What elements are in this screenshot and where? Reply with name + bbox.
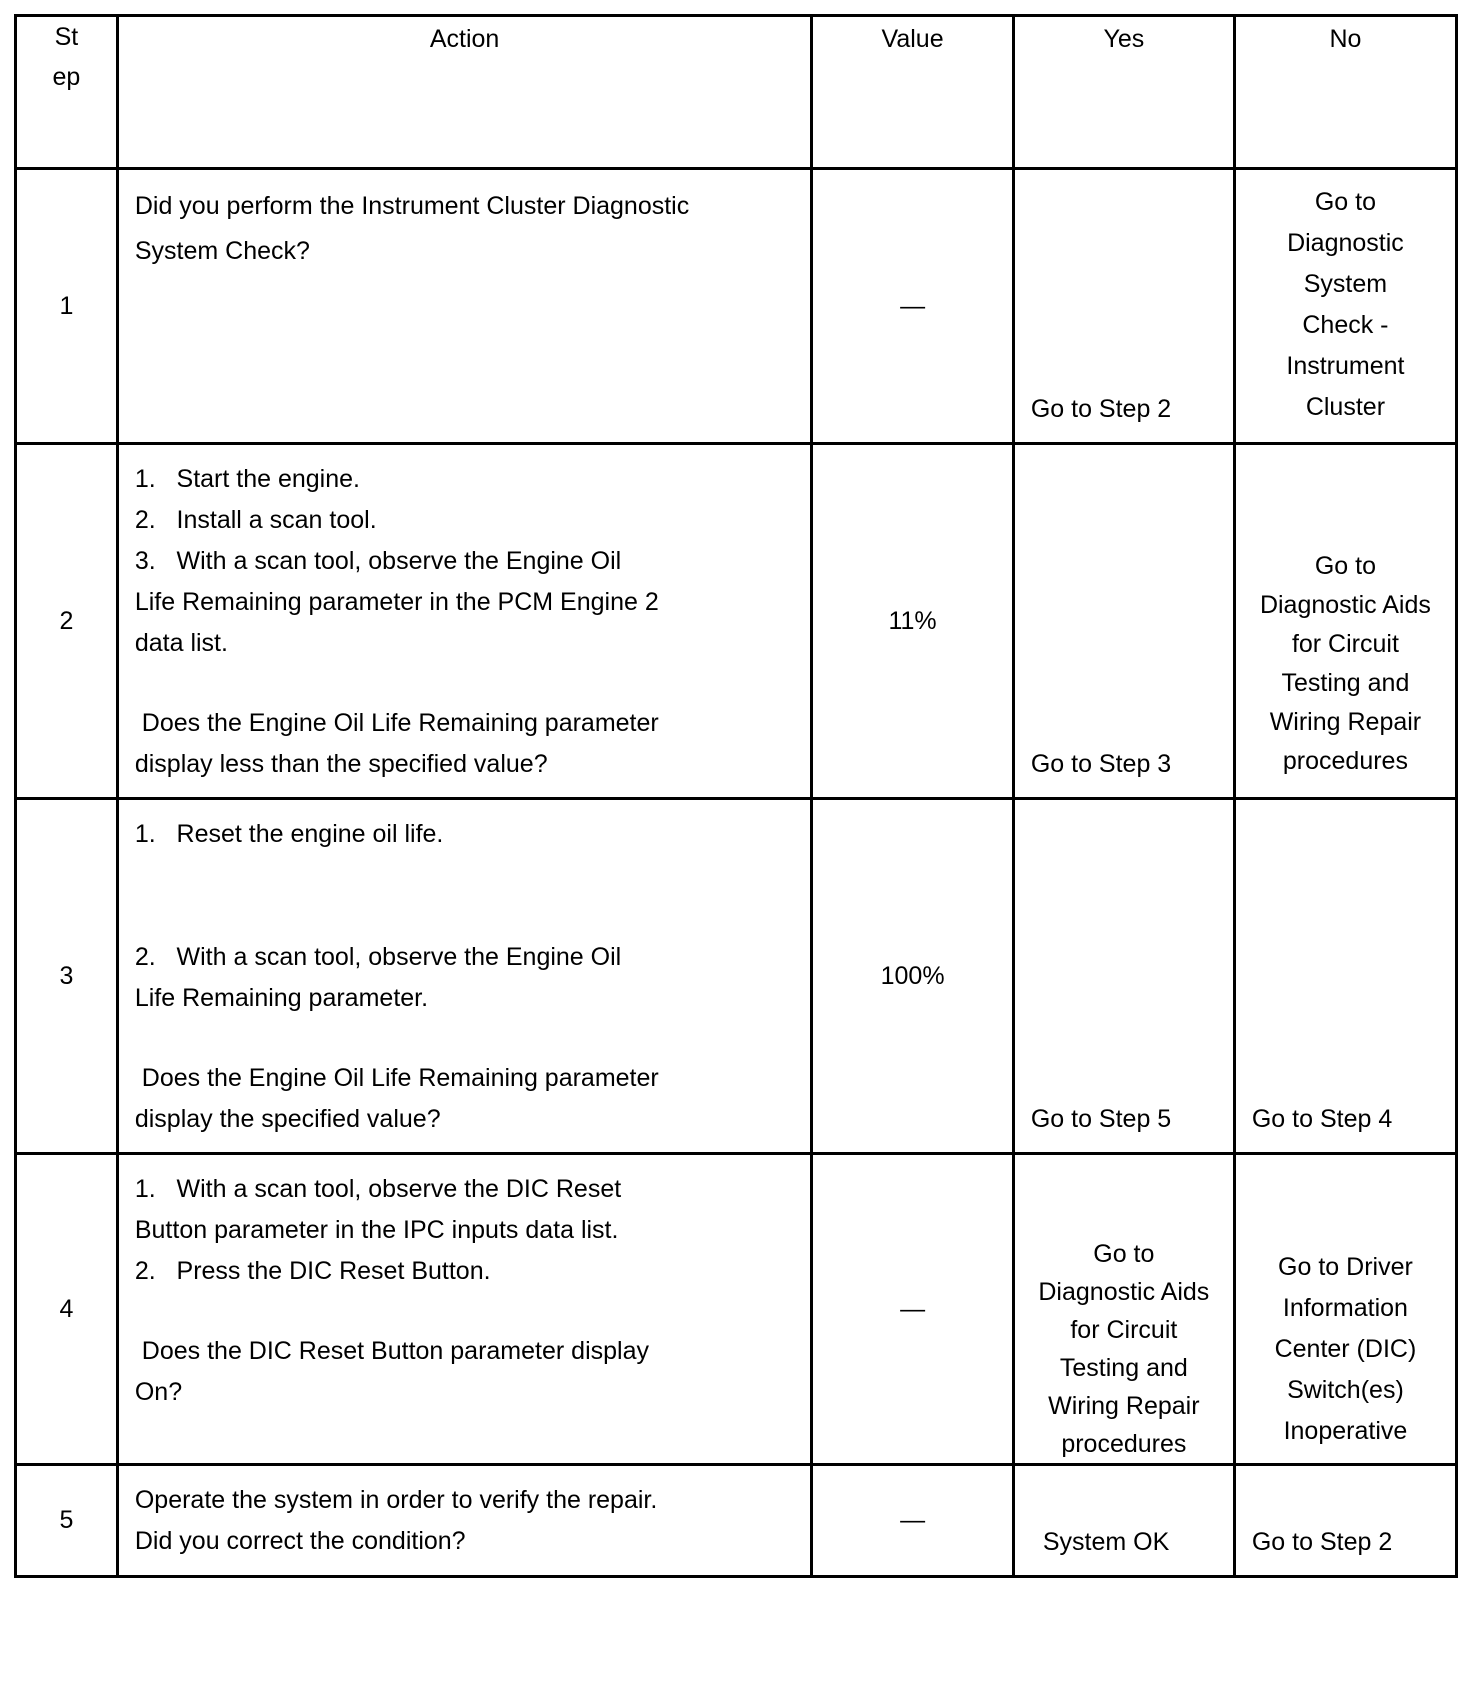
yes-cell <box>1013 799 1234 1154</box>
action-line: Life Remaining parameter in the PCM Engine 2 <box>134 588 659 616</box>
no-line: Testing and <box>1281 669 1410 697</box>
action-spacer <box>135 855 794 896</box>
no-line: Diagnostic Aids <box>1259 591 1431 619</box>
yes-cell <box>1013 1154 1234 1465</box>
no-text <box>1236 182 1455 428</box>
table-row <box>16 1154 1457 1465</box>
action-line: 1. Reset the engine oil life. <box>134 820 444 848</box>
no-line: Go to <box>1314 552 1376 580</box>
action-line: Operate the system in order to verify the repair. <box>134 1486 658 1514</box>
yes-line: procedures <box>1061 1430 1187 1458</box>
yes-cell <box>1013 169 1234 444</box>
action-line: 2. Install a scan tool. <box>134 506 377 534</box>
yes-line: Testing and <box>1059 1354 1188 1382</box>
yes-text: System OK <box>1042 1528 1170 1556</box>
no-line: procedures <box>1282 747 1408 775</box>
step-cell: 1 <box>16 169 118 444</box>
action-line: display the specified value? <box>134 1105 441 1133</box>
action-line: 3. With a scan tool, observe the Engine Oil <box>134 547 622 575</box>
value-cell: — <box>812 1154 1014 1465</box>
no-text: Go to Step 4 <box>1251 1105 1393 1133</box>
value-cell: — <box>812 169 1014 444</box>
yes-text: Go to Step 2 <box>1030 395 1172 423</box>
no-line: for Circuit <box>1291 630 1399 658</box>
no-cell <box>1234 1465 1456 1577</box>
action-cell <box>117 1465 811 1577</box>
yes-line: for Circuit <box>1070 1316 1178 1344</box>
no-line: Instrument <box>1286 352 1405 380</box>
action-line: Button parameter in the IPC inputs data list. <box>134 1216 619 1244</box>
no-line: System <box>1303 270 1388 298</box>
yes-text <box>1015 1235 1233 1463</box>
action-cell <box>117 169 811 444</box>
step-cell: 2 <box>16 444 118 799</box>
action-line: data list. <box>134 629 228 657</box>
no-line: Go to <box>1314 188 1376 216</box>
yes-line: Go to <box>1093 1240 1155 1268</box>
action-spacer <box>135 1019 794 1058</box>
yes-text: Go to Step 3 <box>1030 750 1172 778</box>
no-cell <box>1234 169 1456 444</box>
action-spacer <box>135 1292 794 1331</box>
table-row <box>16 1465 1457 1577</box>
action-line: 1. With a scan tool, observe the DIC Reset <box>134 1175 622 1203</box>
header-no: No <box>1234 16 1456 169</box>
action-line: Life Remaining parameter. <box>134 984 429 1012</box>
action-spacer <box>135 896 794 937</box>
no-text <box>1236 1247 1455 1452</box>
no-line: Inoperative <box>1283 1417 1408 1445</box>
action-line: Did you correct the condition? <box>134 1527 466 1555</box>
yes-line: Diagnostic Aids <box>1038 1278 1210 1306</box>
no-cell <box>1234 444 1456 799</box>
action-line: Does the Engine Oil Life Remaining parameter <box>134 1064 659 1092</box>
header-step-line1: St <box>54 23 79 51</box>
no-text: Go to Step 2 <box>1251 1528 1393 1556</box>
yes-line: Wiring Repair <box>1048 1392 1200 1420</box>
action-line: display less than the specified value? <box>134 750 548 778</box>
action-cell <box>117 444 811 799</box>
header-action: Action <box>117 16 811 169</box>
yes-cell <box>1013 1465 1234 1577</box>
action-line: On? <box>134 1378 183 1406</box>
no-line: Check - <box>1302 311 1389 339</box>
action-line: 1. Start the engine. <box>134 465 360 493</box>
header-step-line2: ep <box>52 63 81 91</box>
header-yes: Yes <box>1013 16 1234 169</box>
no-cell <box>1234 799 1456 1154</box>
table-row <box>16 169 1457 444</box>
yes-cell <box>1013 444 1234 799</box>
action-line: Does the Engine Oil Life Remaining parameter <box>134 709 659 737</box>
step-cell: 3 <box>16 799 118 1154</box>
table-row <box>16 799 1457 1154</box>
step-cell: 5 <box>16 1465 118 1577</box>
value-cell: — <box>812 1465 1014 1577</box>
action-cell <box>117 799 811 1154</box>
no-cell <box>1234 1154 1456 1465</box>
action-line: 2. Press the DIC Reset Button. <box>134 1257 491 1285</box>
action-line: Did you perform the Instrument Cluster Diagnostic <box>134 192 690 220</box>
header-row <box>16 16 1457 169</box>
no-line: Cluster <box>1305 393 1386 421</box>
action-line: 2. With a scan tool, observe the Engine Oil <box>134 943 622 971</box>
value-cell: 100% <box>812 799 1014 1154</box>
no-line: Switch(es) <box>1287 1376 1404 1404</box>
no-line: Diagnostic <box>1287 229 1404 257</box>
action-spacer <box>135 664 794 703</box>
diagnostic-table <box>14 14 1458 1578</box>
header-step <box>16 16 118 169</box>
no-line: Go to Driver <box>1278 1253 1413 1281</box>
value-cell: 11% <box>812 444 1014 799</box>
no-text <box>1236 547 1455 781</box>
action-line: System Check? <box>134 237 310 265</box>
yes-text: Go to Step 5 <box>1030 1105 1172 1133</box>
action-line: Does the DIC Reset Button parameter display <box>134 1337 649 1365</box>
step-cell: 4 <box>16 1154 118 1465</box>
table-row <box>16 444 1457 799</box>
no-line: Information <box>1282 1294 1408 1322</box>
no-line: Wiring Repair <box>1269 708 1422 736</box>
no-line: Center (DIC) <box>1274 1335 1417 1363</box>
header-value: Value <box>812 16 1014 169</box>
action-cell <box>117 1154 811 1465</box>
